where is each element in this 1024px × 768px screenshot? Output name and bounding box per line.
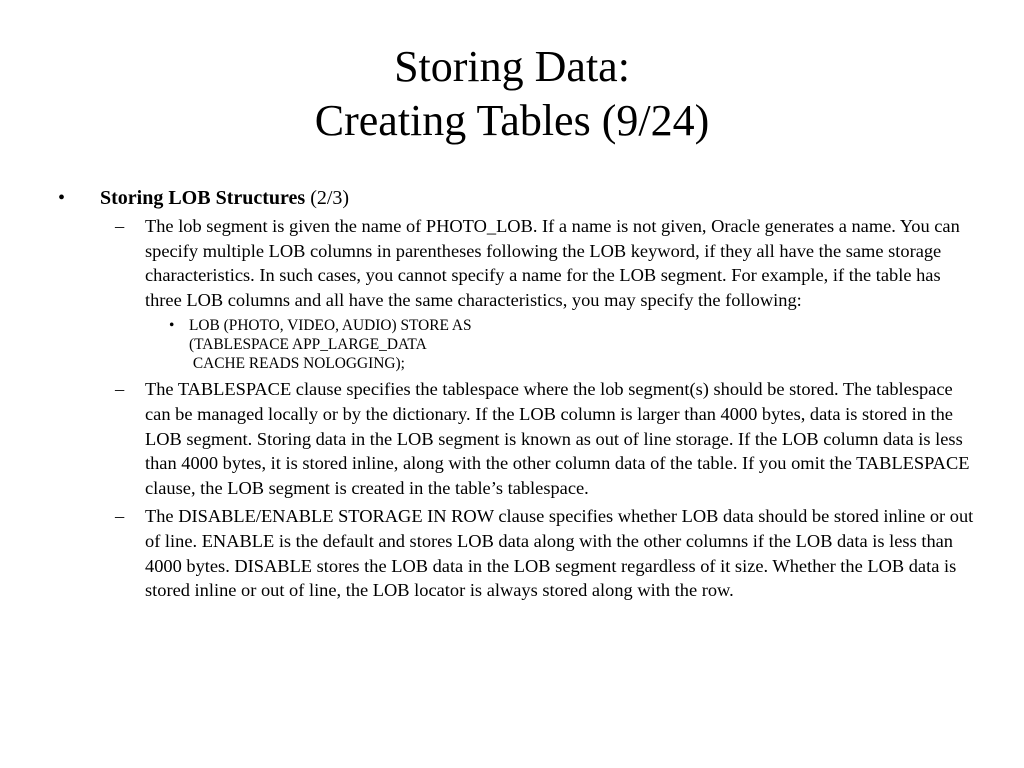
code-line: (TABLESPACE APP_LARGE_DATA (189, 336, 427, 354)
dash-marker: – (115, 216, 125, 236)
title-line-1: Storing Data: (394, 42, 630, 91)
sub-item-lob-segment-name (100, 214, 975, 312)
code-example-bullet (145, 316, 978, 373)
dash-marker: – (115, 506, 125, 527)
bullet-heading-bold: Storing LOB Structures (100, 187, 306, 209)
sub-item-tablespace-clause (100, 377, 975, 500)
bullet-marker: • (169, 317, 175, 335)
sub-item-text: The TABLESPACE clause specifies the tablespace where the lob segment(s) should be stored. The tablespace can be managed locally or by the dictionary. If the LOB column is larger than 4000 bytes, data is stored in the LOB segment. Storing data in the LOB segment is known as out of line storage. If the LOB column data is less than 4000 bytes, it is stored inline, along with the other column data of the table. If you omit the TABLESPACE clause, the LOB segment is created in the table’s tablespace. (145, 379, 970, 498)
code-line: CACHE READS NOLOGGING); (189, 355, 405, 373)
slide-body (58, 186, 978, 603)
bullet-heading-suffix: (2/3) (305, 187, 350, 209)
slide-title (0, 40, 1024, 148)
sub-item-text: The DISABLE/ENABLE STORAGE IN ROW clause specifies whether LOB data should be stored inline or out of line. ENABLE is the default and stores LOB data along with the other columns if the LOB data is less than 4000 bytes. DISABLE stores the LOB data in the LOB segment regardless of it size. Whether the LOB data is stored inline or out of line, the LOB locator is always stored along with the row. (145, 506, 974, 601)
dash-marker: – (115, 379, 125, 400)
sub-item-text: The lob segment is given the name of PHOTO_LOB. If a name is not given, Oracle generates a name. You can specify multiple LOB columns in parentheses following the LOB keyword, if they all have the same storage characteristics. In such cases, you cannot specify a name for the LOB segment. For example, if the table has three LOB columns and all have the same characteristics, you may specify the following: (145, 216, 960, 310)
code-line: LOB (PHOTO, VIDEO, AUDIO) STORE AS (189, 317, 472, 335)
sub-item-storage-in-row-clause (100, 504, 975, 602)
bullet-marker: • (58, 187, 66, 209)
bullet-storing-lob-structures (58, 186, 978, 210)
title-line-2: Creating Tables (9/24) (314, 96, 710, 145)
